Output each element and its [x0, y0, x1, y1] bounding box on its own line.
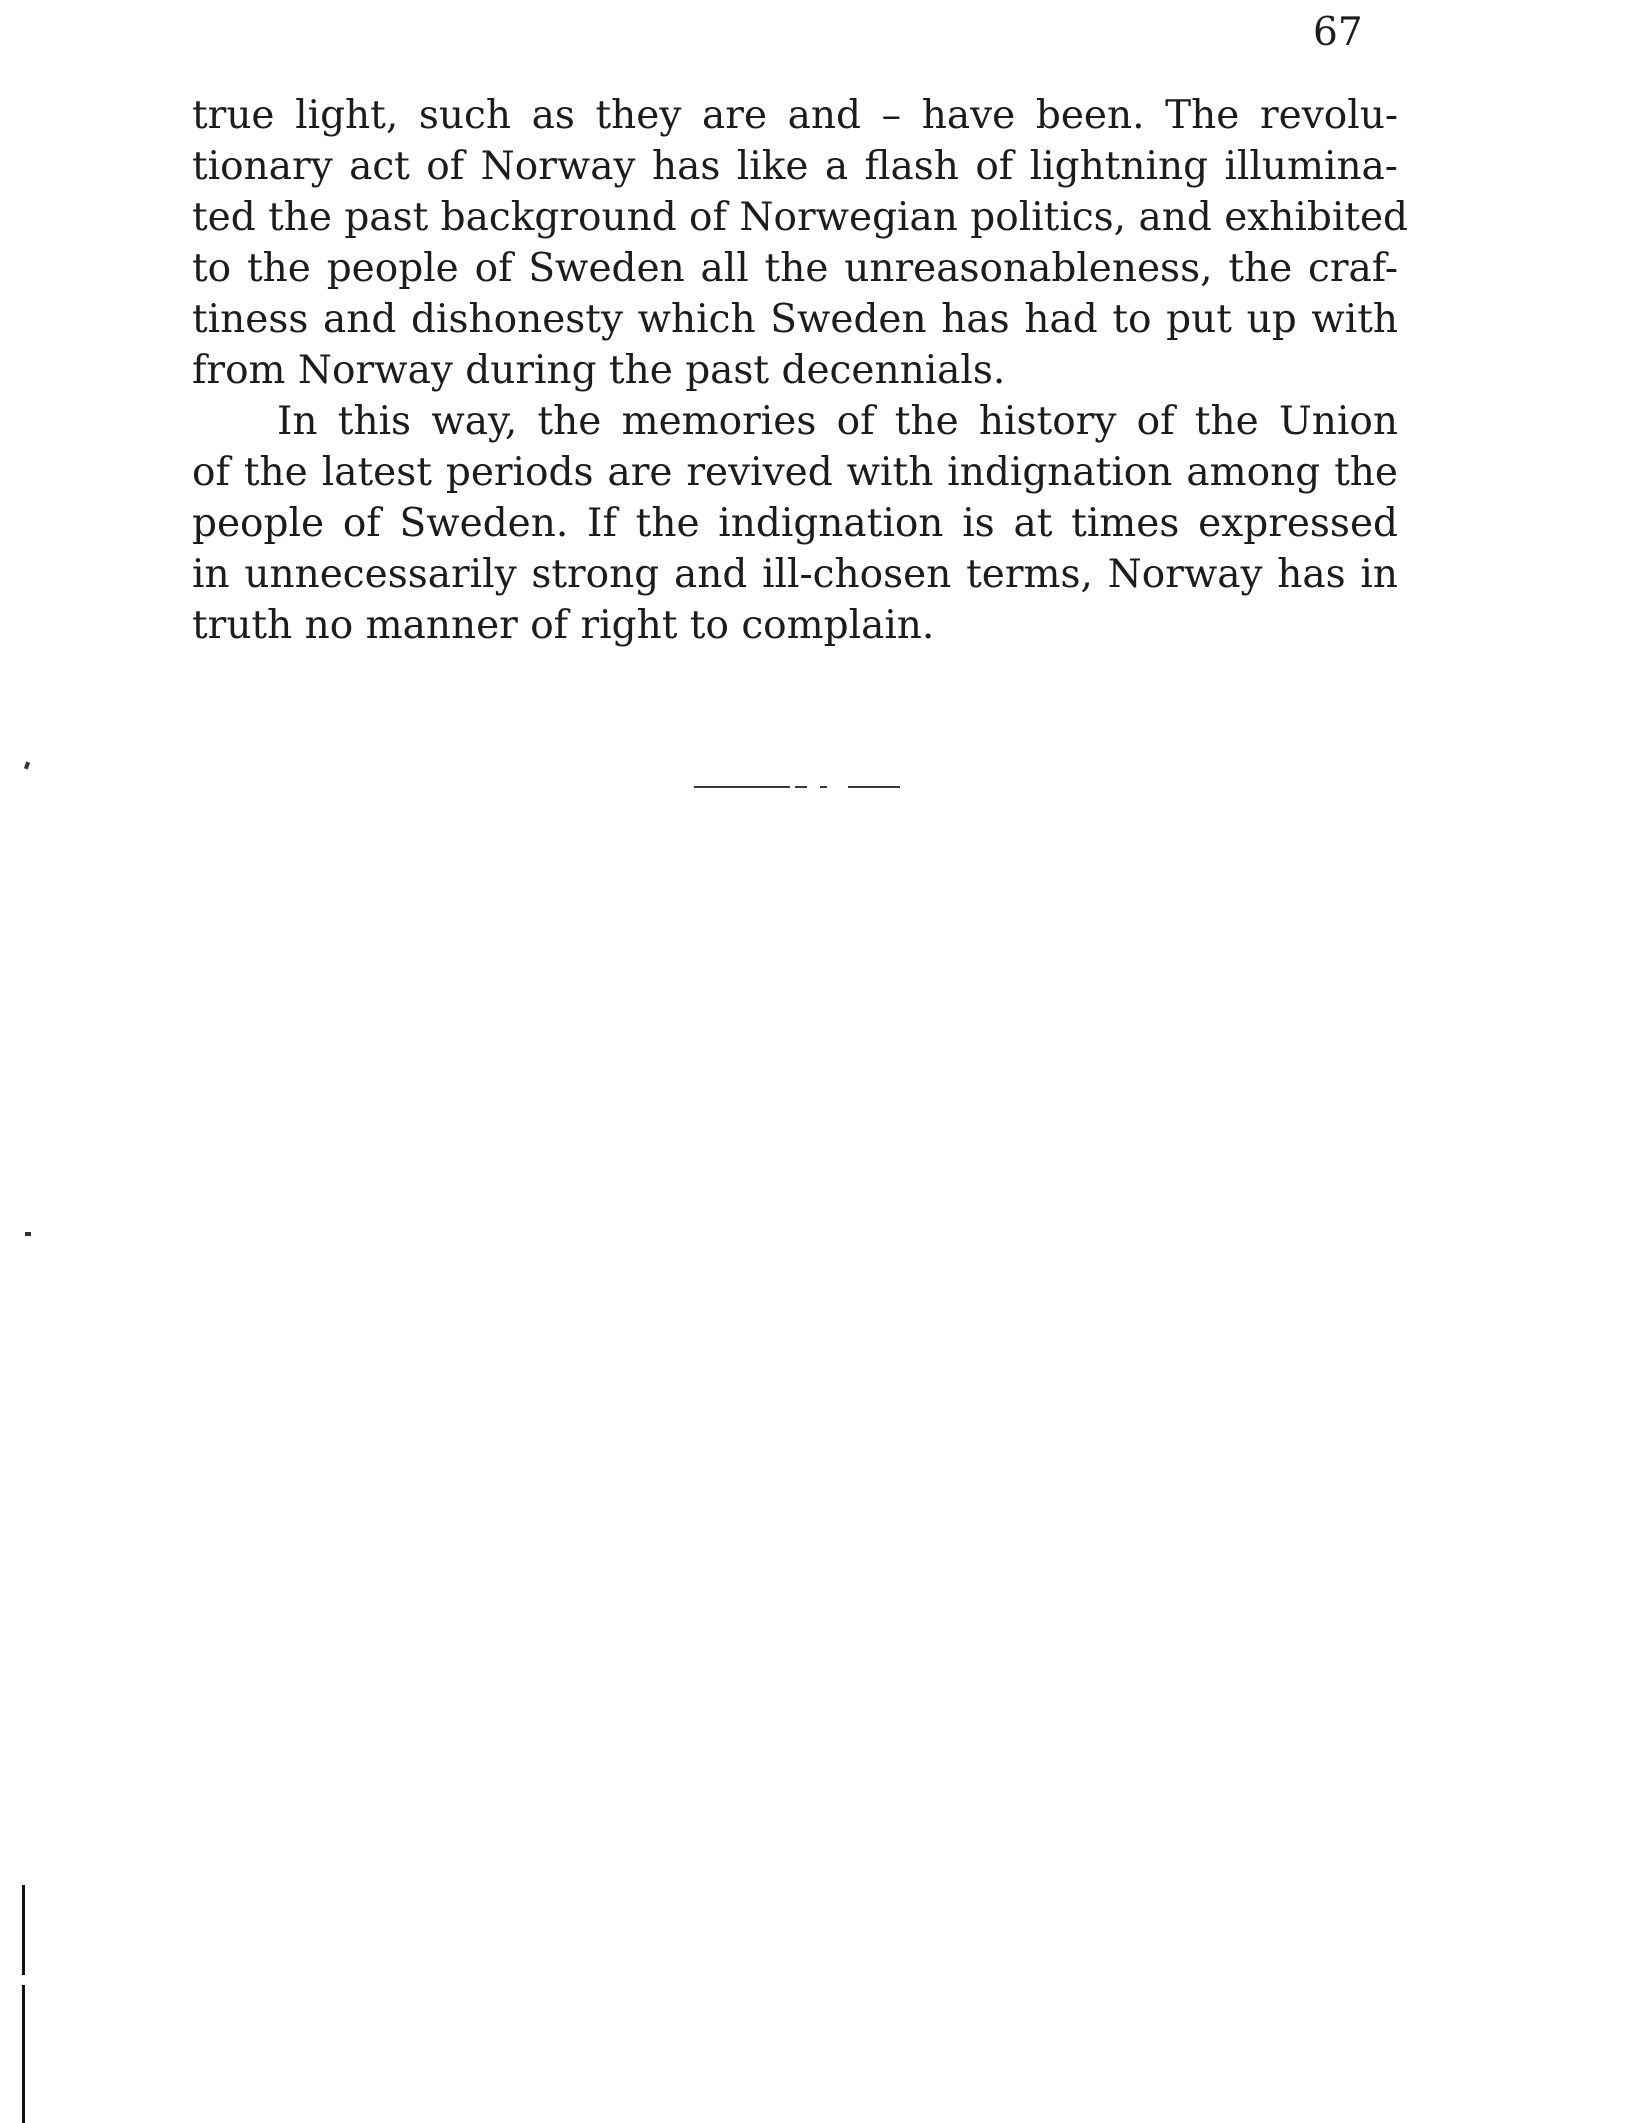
- scan-edge-line: [22, 1985, 25, 2123]
- text-line: in unnecessarily strong and ill-chosen terms, Norway has in: [192, 552, 1398, 597]
- text-line: tiness and dishonesty which Sweden has had to put up with: [192, 297, 1398, 342]
- text-line: In this way, the memories of the history of the Union: [277, 399, 1398, 444]
- paragraph: [192, 396, 1398, 651]
- body-text: [192, 90, 1409, 651]
- divider-segment: [848, 786, 900, 788]
- divider-segment: [795, 786, 807, 788]
- text-line: to the people of Sweden all the unreasonableness, the craf-: [192, 246, 1398, 291]
- scan-edge-line: [22, 1885, 25, 1975]
- page-number: 67: [1313, 10, 1363, 55]
- divider-segment: [694, 786, 790, 788]
- scan-speck: [25, 1232, 31, 1236]
- scan-speck: [24, 762, 30, 770]
- text-line: tionary act of Norway has like a flash of lightning illumina-: [192, 144, 1398, 189]
- text-line: from Norway during the past decennials.: [192, 348, 1006, 393]
- text-line: truth no manner of right to complain.: [192, 603, 935, 648]
- text-line: of the latest periods are revived with indignation among the: [192, 450, 1398, 495]
- text-line: people of Sweden. If the indignation is at times expressed: [192, 501, 1398, 546]
- divider-segment: [820, 786, 827, 788]
- text-line: ted the past background of Norwegian politics, and exhibited: [192, 195, 1409, 240]
- paragraph: [192, 90, 1409, 396]
- text-line: true light, such as they are and – have been. The revolu-: [192, 93, 1398, 138]
